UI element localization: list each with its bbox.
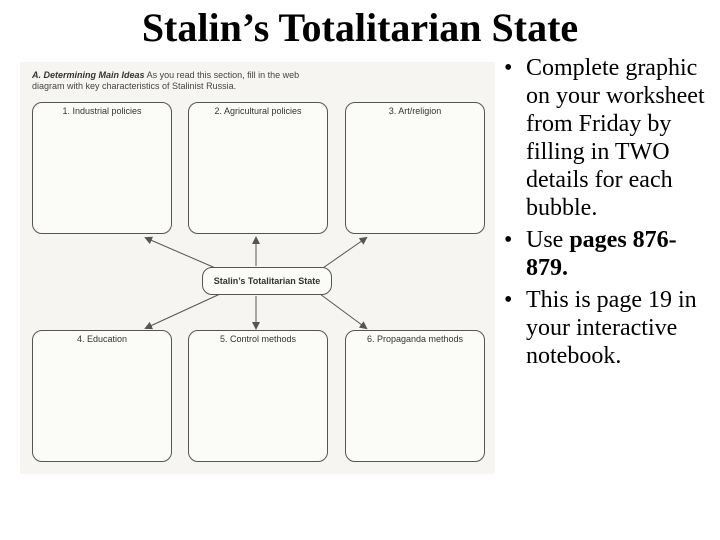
- bubble-label: 5. Control methods: [219, 334, 297, 344]
- bullet-dot: •: [504, 227, 513, 253]
- slide-title: Stalin’s Totalitarian State: [141, 5, 579, 50]
- bubble-propaganda-methods: [345, 330, 485, 462]
- bullet-dot: •: [504, 287, 513, 313]
- bubble-label: 6. Propaganda methods: [366, 334, 464, 344]
- section-lead: Determining Main Ideas: [43, 70, 145, 80]
- bubble-label: 2. Agricultural policies: [214, 106, 302, 116]
- bullet-dot: •: [504, 55, 513, 81]
- bubble-control-methods: [188, 330, 328, 462]
- center-box: Stalin’s Totalitarian State: [202, 267, 332, 295]
- bullet-text-prefix: Use: [526, 227, 570, 253]
- instruction-list: [498, 54, 713, 374]
- list-item: [498, 226, 713, 282]
- worksheet-image: [20, 62, 495, 474]
- bubble-label: 3. Art/religion: [388, 106, 442, 116]
- bubble-art-religion: [345, 102, 485, 234]
- page-range: pages 876-879.: [526, 227, 677, 281]
- bubble-agricultural-policies: [188, 102, 328, 234]
- bubble-label: 4. Education: [76, 334, 128, 344]
- bubble-label: 1. Industrial policies: [62, 106, 142, 116]
- list-item: [498, 286, 713, 370]
- instructions-text: As you read this section, fill in the web diagram with key characteristics of Stalinist Russia.: [32, 70, 300, 91]
- bubble-education: [32, 330, 172, 462]
- bullet-text: This is page 19 in your interactive notebook.: [526, 287, 697, 369]
- section-letter: A.: [32, 70, 41, 80]
- bullet-text: Complete graphic on your worksheet from Friday by filling in TWO details for each bubble.: [526, 55, 705, 221]
- list-item: [498, 54, 713, 222]
- bubble-industrial-policies: [32, 102, 172, 234]
